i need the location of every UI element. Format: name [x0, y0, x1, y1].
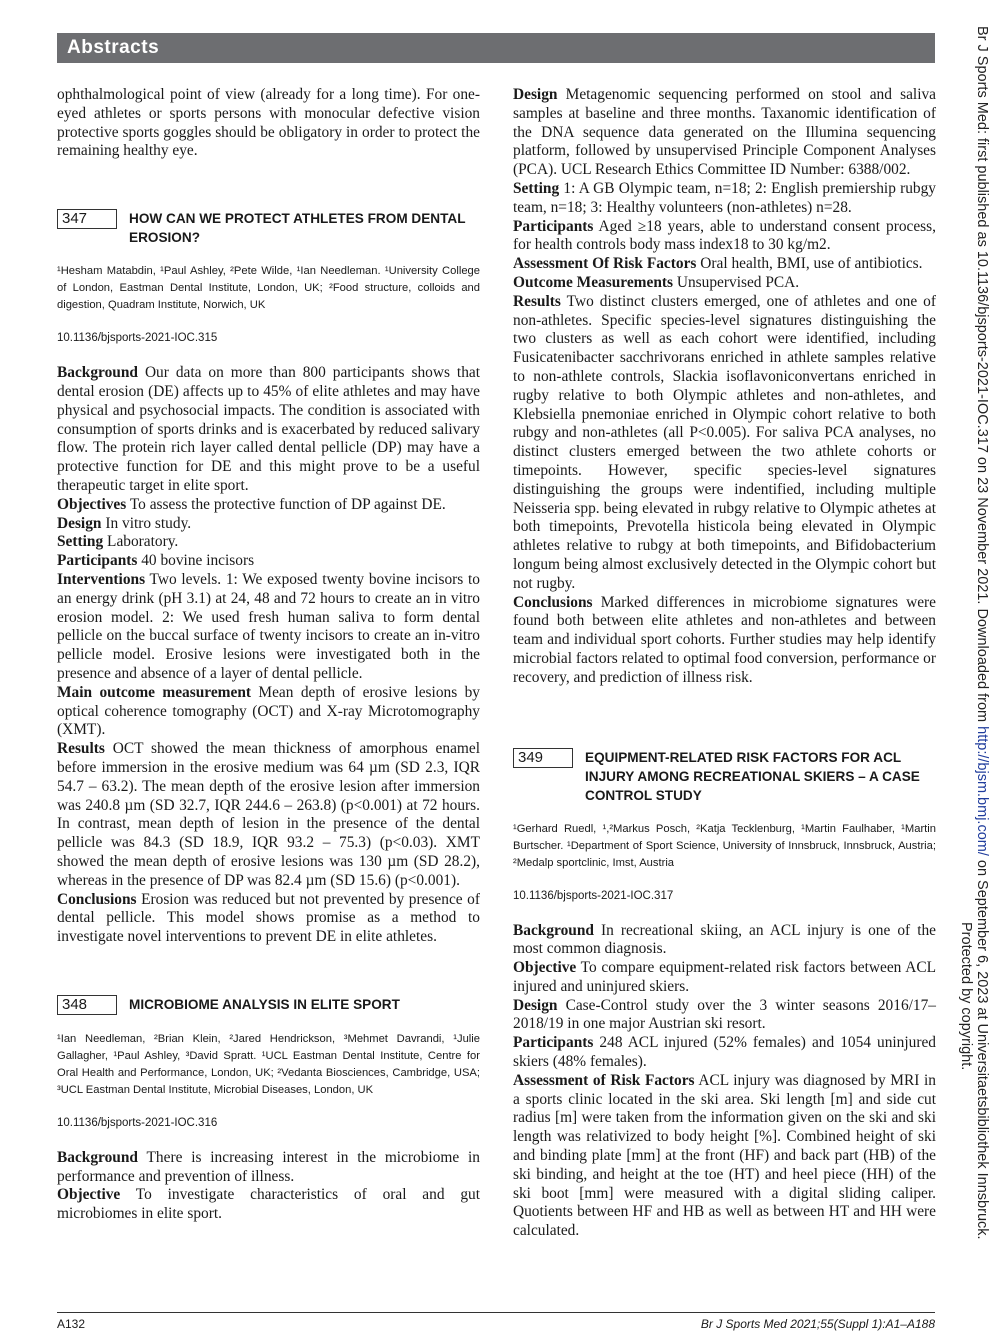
- abstract-outcome: Outcome Measurements Unsupervised PCA.: [513, 273, 800, 291]
- section-header-bar: [57, 33, 935, 63]
- abstract-header: [57, 995, 480, 1015]
- abstract-authors: ¹Hesham Matabdin, ¹Paul Ashley, ²Pete Wilde, ¹Ian Needleman. ¹University College of London, Eastman Dental Institute, London, UK; ²Food structure, colloids and digestion, Quadram Institute, Norwich, UK: [57, 265, 480, 312]
- abstract-objectives: Objectives To assess the protective function of DP against DE.: [57, 495, 446, 513]
- abstract-participants: Participants 248 ACL injured (52% females) and 1054 uninjured skiers (48% females).: [513, 1034, 936, 1071]
- side-note-link[interactable]: http://bjsm.bmj.com/: [974, 726, 990, 856]
- abstract-conclusions: Conclusions Marked differences in microbiome signatures were found both between elite athletes and non-athletes and between team and individual sport cohorts. Further studies may help identify microbial factors related to optimal food conversion, performance or recovery, and prediction of illness risk.: [513, 593, 936, 686]
- abstract-outcome: Main outcome measurement Mean depth of erosive lesions by optical coherence tomography (OCT) and X-ray Microtomography (XMT).: [57, 683, 480, 739]
- side-note-text-end: on September 6, 2023 at Universitaetsbibliothek Innsbruck.: [974, 855, 990, 1240]
- abstract-doi[interactable]: 10.1136/bjsports-2021-IOC.315: [57, 332, 218, 345]
- section-title: Abstracts: [67, 37, 160, 58]
- abstract-header: [57, 209, 480, 247]
- abstract-results: Results OCT showed the mean thickness of amorphous enamel before immersion in the erosive medium was 64 µm (SD 2.3, IQR 54.7 – 63.2). The mean depth of the erosive lesion after immersion was 240.8 µm (SD 32.7, IQR 244.6 – 263.8) (p<0.001) at 72 hours. In contrast, mean depth of lesion in the presence of the dental pellicle was 84.3 (SD 18.9, IQR 93.2 – 75.3) (p<0.03). XMT showed the mean depth of erosive lesions was 130 µm (SD 28.2), whereas in the presence of DP was 82.4 µm (SD 15.6) (p<0.001).: [57, 740, 480, 889]
- abstract-results: Results Two distinct clusters emerged, one of athletes and one of non-athletes. Specific species-level signatures distinguishing the two clusters as well as each cohort were identified, including Fusicatenibacter sacchrivorans enriched in athlete samples relative to non-athlete controls, Slackia isoflavoniconvertans enriched in rugby relative to both Olympic athletes and non-athletes, and Klebsiella pnemoniae enriched in Olympic cohort relative to both rubgy and non-athletes (all P<0.005). For saliva PCA analyses, no distinct clusters emerged between the two athlete cohorts or timepoints. However, specific species-level signatures distinguishing the groups were indentified, including multiple Neisseria spp. being elevated in rubgy relative to Olympic athetes at both timepoints, Prevotella histicola being elevated in Olympic athletes relative to rubgy at both timepoints, and Bifidobacterium longum being almost exclusively detected in the Olympic cohort but not rugby.: [513, 292, 936, 592]
- abstract-title: EQUIPMENT-RELATED RISK FACTORS FOR ACL INJURY AMONG RECREATIONAL SKIERS – A CASE CONTROL STUDY: [585, 749, 920, 803]
- abstract-title: HOW CAN WE PROTECT ATHLETES FROM DENTAL EROSION?: [129, 211, 466, 246]
- abstract-objective: Objective To compare equipment-related risk factors between ACL injured and uninjured skiers.: [513, 959, 936, 995]
- abstract-number: 349: [513, 748, 573, 768]
- left-column: [57, 86, 480, 1224]
- abstract-number: 348: [57, 995, 117, 1015]
- abstract-number: 347: [57, 209, 117, 229]
- abstract-risk-factors: Assessment of Risk Factors ACL injury was diagnosed by MRI in a sports clinic located in the ski area. Ski length [m] and side cut radius [m] were taken from the information given on the ski and ski length was relativized to body height [%]. Combined height of ski and binding plate [mm] at the front (HF) and back part (HB) of the ski binding, and height at the toe (HT) and heel piece (HH) of the ski boot [mm] were measured with a digital sliding caliper. Quotients between HF and HB as well as between HT and HH were calculated.: [513, 1071, 936, 1240]
- abstract-participants: Participants Aged ≥18 years, able to understand consent process, for health controls body mass index18 to 30 kg/m2.: [513, 217, 936, 254]
- page-number: A132: [57, 1317, 86, 1331]
- abstract-header: [513, 748, 936, 805]
- right-column: [513, 86, 936, 1241]
- abstract-conclusions: Conclusions Erosion was reduced but not prevented by presence of dental pellicle. This model shows promise as a method to investigate novel interventions to prevent DE in elite athletes.: [57, 890, 480, 946]
- abstract-participants: Participants 40 bovine incisors: [57, 552, 255, 570]
- abstract-doi[interactable]: 10.1136/bjsports-2021-IOC.316: [57, 1116, 218, 1129]
- abstract-background: Background In recreational skiing, an ACL injury is one of the most common diagnosis.: [513, 921, 936, 958]
- abstract-design: Design Metagenomic sequencing performed on stool and saliva samples at baseline and three months. Taxanomic identification of the DNA sequence data generated on the Illumina sequencing platform, followed by unsupervised Principle Component Analyses (PCA). UCL Research Ethics Committee ID Number: 6388/002.: [513, 86, 936, 179]
- abstract-setting: Setting Laboratory.: [57, 533, 179, 551]
- side-note-copyright: Protected by copyright.: [958, 922, 974, 1071]
- abstract-doi[interactable]: 10.1136/bjsports-2021-IOC.317: [513, 889, 674, 902]
- abstract-design: Design In vitro study.: [57, 514, 192, 532]
- abstract-setting: Setting 1: A GB Olympic team, n=18; 2: English premiership rubgy team, n=18; 3: Healthy volunteers (non-athletes) n=28.: [513, 179, 936, 216]
- abstract-objective: Objective To investigate characteristics of oral and gut microbiomes in elite sport.: [57, 1186, 481, 1223]
- abstract-347: [57, 209, 480, 947]
- footer-rule: [57, 1312, 935, 1313]
- abstract-interventions: Interventions Two levels. 1: We exposed twenty bovine incisors to an energy drink (pH 3.1) at 24, 48 and 72 hours to create an in vitro erosion model. 2: We used fresh human saliva to form dental pellicle on the buccal surface of twenty incisors to create an in-vitro pellicle model. Erosive lesions were investigated both in the presence and absence of a layer of dental pellicle.: [57, 570, 480, 682]
- side-copyright-note: [958, 26, 990, 1326]
- abstract-title: MICROBIOME ANALYSIS IN ELITE SPORT: [129, 996, 400, 1012]
- abstract-349: [513, 748, 936, 1242]
- abstract-risk-factors: Assessment Of Risk Factors Oral health, BMI, use of antibiotics.: [513, 255, 923, 273]
- abstract-authors: ¹Gerhard Ruedl, ¹,²Markus Posch, ²Katja Tecklenburg, ¹Martin Faulhaber, ¹Martin Burtscher. ¹Department of Sport Science, University of Innsbruck, Innsbruck, Austria; ²Medalp sportclinic, Imst, Austria: [513, 822, 936, 869]
- continuation-text: ophthalmological point of view (already for a long time). For one-eyed athletes or sports persons with monocular defective vision protective sports goggles should be obligatory in order to protect the remaining healthy eye.: [57, 86, 480, 160]
- abstract-background: Background There is increasing interest in the microbiome in performance and prevention of illness.: [57, 1148, 480, 1185]
- abstract-authors: ¹Ian Needleman, ²Brian Klein, ²Jared Hendrickson, ³Mehmet Davrandi, ¹Julie Gallagher, ¹Paul Ashley, ³David Spratt. ¹UCL Eastman Dental Institute, Centre for Oral Health and Performance, London, UK; ²Vedanta Biosciences, Cambridge, USA; ³UCL Eastman Dental Institute, Microbial Diseases, London, UK: [57, 1032, 480, 1096]
- abstract-design: Design Case-Control study over the 3 winter seasons 2016/17–2018/19 in one major Austrian ski resort.: [513, 996, 936, 1033]
- abstract-348-continued: [513, 86, 936, 688]
- abstract-348: [57, 995, 480, 1224]
- abstract-background: Background Our data on more than 800 participants shows that dental erosion (DE) affects up to 45% of elite athletes and may have physical and psychosocial impacts. The condition is associated with consumption of sports drinks and is exacerbated by reduced salivary flow. The protein rich layer called dental pellicle (DP) may have a protective function for DE and this might prove to be a useful therapeutic target in elite sport.: [57, 364, 480, 494]
- journal-citation: Br J Sports Med 2021;55(Suppl 1):A1–A188: [700, 1317, 935, 1331]
- side-note-text: Br J Sports Med: first published as 10.1136/bjsports-2021-IOC.317 on 23 November 2021. Downloaded from: [974, 26, 990, 727]
